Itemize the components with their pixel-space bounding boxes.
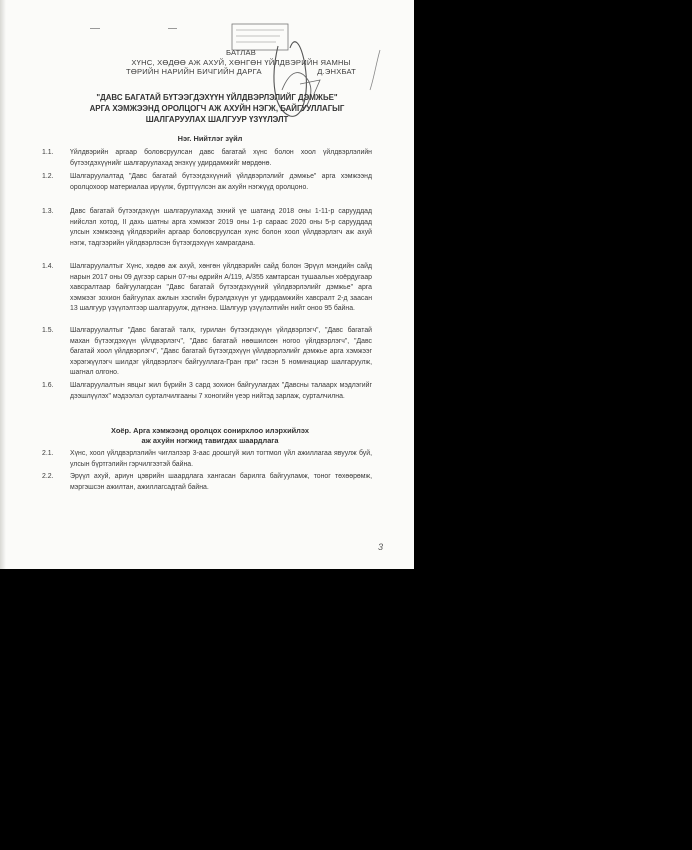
approval-label: БАТЛАВ — [225, 48, 257, 57]
title-line: "ДАВС БАГАТАЙ БҮТЭЭГДЭХҮҮН ҮЙЛДВЭРЛЭЛИЙГ ДЭМЖЬЕ" — [96, 93, 338, 102]
section-heading-text: аж ахуйн нэгжид тавигдах шаардлага — [141, 436, 279, 445]
item-text: Шалгаруулалтыг "Давс багатай талх, гурилан бүтээгдэхүүн үйлдвэрлэгч", "Давс багатай махан бүтээгдэхүүн үйлдвэрлэгч", "Давс багатай нөөшилсөн ногоо үйлдвэрлэгч", "Давс багатай хоол үйлдвэрлэгч", "Давс багатай бүтээгдэхүүн үйлдвэрлэлийг дэмжье арга хэмжээг хэрэгжүүлэгч шилдэг үйлдвэрлэгч байгууллага-Гран при" гэсэн 5 номинациар шалгаруулж, шагнал олгоно. — [70, 327, 372, 377]
approval-block — [126, 48, 356, 77]
list-item — [42, 326, 372, 379]
approval-name: Д.ЭНХБАТ — [317, 67, 356, 77]
section-1-heading — [60, 134, 360, 144]
item-number: 1.2. — [42, 173, 54, 180]
scan-mark — [168, 28, 177, 29]
section-heading-text: Хоёр. Арга хэмжээнд оролцох сонирхлоо илэрхийлэх — [111, 426, 309, 435]
item-text: Шалгаруулалтын явцыг жил бүрийн 3 сард зохион байгуулагдах "Давсны талаарх мэдлэгийг дээшлүүлэх" мэдээлэл сурталчилгааны 7 хоногийн үеэр нийтэд зарлаж, сурталчилна. — [70, 382, 372, 400]
approval-signature-line — [126, 67, 356, 77]
item-number: 2.2. — [42, 473, 54, 480]
list-item — [42, 449, 372, 470]
document-title — [72, 92, 362, 125]
list-item — [42, 172, 372, 193]
list-item — [42, 381, 372, 402]
scan-mark — [90, 28, 100, 29]
title-line: АРГА ХЭМЖЭЭНД ОРОЛЦОГЧ АЖ АХУЙН НЭГЖ, БАЙГУУЛЛАГЫГ — [89, 104, 345, 113]
item-text: Шалгаруулалтыг Хүнс, хөдөө аж ахуй, хөнгөн үйлдвэрийн сайд болон Эрүүл мэндийн сайд нарын 2017 оны 09 дүгээр сарын 07-ны өдрийн А/119, А/355 хамтарсан тушаалын хоёрдугаар хавсралтаар байгуулагдсан "Давс багатай бүтээгдэхүүний үйлдвэрлэлийг дэмжье" арга хэмжээг зохион байгуулах ажлын хэсгийн бүрэлдэхүүн уг удирдамжийн хавсралт 2-д заасан 13 шалгуур үзүүлэлтээр шалгаруулж, дүгнэнэ. Шалгуур үзүүлэлтийн нийт оноо 95 байна. — [70, 263, 372, 313]
item-number: 1.4. — [42, 263, 54, 270]
title-line: ШАЛГАРУУЛАХ ШАЛГУУР ҮЗҮҮЛЭЛТ — [145, 115, 289, 124]
item-text: Хүнс, хоол үйлдвэрлэлийн чиглэлээр 3-аас доошгүй жил тогтмол үйл ажиллагаа явуулж буй, улсын бүртгэлийн гэрчилгээтэй байна. — [70, 450, 372, 468]
list-item — [42, 262, 372, 315]
item-number: 1.5. — [42, 327, 54, 334]
item-text: Шалгаруулалтад "Давс багатай бүтээгдэхүүний үйлдвэрлэлийг дэмжье" арга хэмжээнд оролцохоор материалаа ирүүлж, бүртгүүлсэн аж ахуйн нэгжүүд оролцоно. — [70, 173, 372, 191]
item-number: 2.1. — [42, 450, 54, 457]
item-text: Үйлдвэрийн аргаар боловсруулсан давс багатай хүнс болон хоол үйлдвэрлэлийн бүтээгдэхүүнийг шалгаруулахад энэхүү удирдамжийг мөрдөнө. — [70, 149, 372, 167]
section-heading-text: Нэг. Нийтлэг зүйл — [177, 134, 243, 143]
item-number: 1.1. — [42, 149, 54, 156]
item-number: 1.6. — [42, 382, 54, 389]
page-number: 3 — [378, 542, 384, 552]
item-number: 1.3. — [42, 208, 54, 215]
section-2-heading — [60, 426, 360, 446]
item-text: Эрүүл ахуй, ариун цэврийн шаардлага хангасан барилга байгууламж, тоног төхөөрөмж, мэргэшсэн ажилтан, ажиллагсадтай байна. — [70, 473, 372, 491]
approval-ministry: ХҮНС, ХӨДӨӨ АЖ АХУЙ, ХӨНГӨН ҮЙЛДВЭРИЙН ЯАМНЫ — [131, 57, 351, 67]
page-edge-shadow — [0, 0, 6, 569]
list-item — [42, 472, 372, 493]
approval-position: ТӨРИЙН НАРИЙН БИЧГИЙН ДАРГА — [126, 67, 262, 77]
list-item — [42, 148, 372, 169]
item-text: Давс багатай бүтээгдэхүүн шалгаруулахад эхний үе шатанд 2018 оны 1-11-р сарууддад нийслэл хотод, II дахь шатны арга хэмжээг 2019 оны 1-р сараас 2020 оны 5-р сарууддад улсын хэмжээнд үйлдвэрийн аргаар боловсруулсан хүнс болон хоол үйлдвэрлэгч аж ахуй нэгж, тадгээрийн үйлдвэрлэсэн бүтээгдэхүүн хамрагдана. — [70, 208, 372, 247]
document-page — [0, 0, 414, 569]
list-item — [42, 207, 372, 249]
